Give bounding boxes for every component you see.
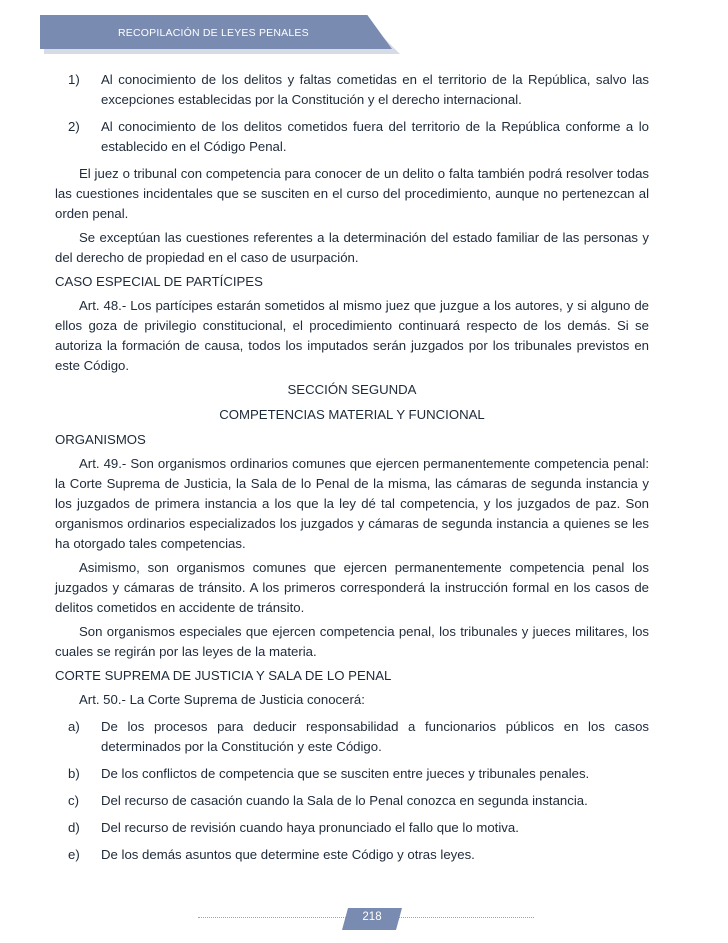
paragraph: Se exceptúan las cuestiones referentes a la determinación del estado familiar de las personas y del derecho de propiedad en el caso de usurpación. (55, 230, 649, 265)
page-number: 218 (362, 911, 382, 923)
item-marker: c) (68, 793, 79, 808)
numbered-item (55, 70, 649, 110)
paragraph: Asimismo, son organismos comunes que ejercen permanentemente competencia penal los juzgados y cámaras de tránsito. A los primeros corresponderá la instrucción formal en los casos de delitos cometidos en accidente de tránsito. (55, 560, 649, 615)
item-marker: e) (68, 847, 80, 862)
item-marker: a) (68, 719, 80, 734)
item-marker: d) (68, 820, 80, 835)
lettered-item (55, 717, 649, 757)
item-text: De los demás asuntos que determine este Código y otras leyes. (101, 847, 475, 862)
item-text: Al conocimiento de los delitos y faltas cometidas en el territorio de la República, salvo las excepciones establecidas por la Constitución y el derecho internacional. (101, 72, 649, 107)
lettered-item (55, 764, 649, 784)
paragraph: Son organismos especiales que ejercen competencia penal, los tribunales y jueces militares, los cuales se regirán por las leyes de la materia. (55, 624, 649, 659)
item-text: Del recurso de casación cuando la Sala de lo Penal conozca en segunda instancia. (101, 793, 588, 808)
paragraph: El juez o tribunal con competencia para conocer de un delito o falta también podrá resolver todas las cuestiones incidentales que se susciten en el curso del procedimiento, aunque no pertenezcan al orden penal. (55, 166, 649, 221)
section-title: SECCIÓN SEGUNDA (287, 382, 417, 397)
section-heading: CASO ESPECIAL DE PARTÍCIPES (55, 274, 263, 289)
lettered-item (55, 818, 649, 838)
article-48: Art. 48.- Los partícipes estarán sometidos al mismo juez que juzgue a los autores, y si alguno de ellos goza de privilegio constitucional, el procedimiento continuará respecto de los demás. Si se autoriza la formación de causa, todos los imputados serán juzgados por los tribunales previstos en este Código. (55, 298, 649, 373)
page-body (55, 70, 649, 872)
item-marker: b) (68, 766, 80, 781)
article-50: Art. 50.- La Corte Suprema de Justicia conocerá: (79, 692, 365, 707)
lettered-item (55, 791, 649, 811)
article-49: Art. 49.- Son organismos ordinarios comunes que ejercen permanentemente competencia penal: la Corte Suprema de Justicia, la Sala de lo Penal de la misma, las cámaras de segunda instancia y los juzgados de primera instancia a los que la ley dé tal competencia, y los juzgados de paz. Son organismos ordinarios especializados los juzgados y cámaras de segunda instancia a quienes se les ha otorgado tales competencias. (55, 456, 649, 551)
section-heading: CORTE SUPREMA DE JUSTICIA Y SALA DE LO PENAL (55, 668, 392, 683)
item-text: Al conocimiento de los delitos cometidos fuera del territorio de la República conforme a lo establecido en el Código Penal. (101, 119, 649, 154)
numbered-item (55, 117, 649, 157)
item-text: Del recurso de revisión cuando haya pronunciado el fallo que lo motiva. (101, 820, 519, 835)
section-subtitle: COMPETENCIAS MATERIAL Y FUNCIONAL (219, 407, 485, 422)
item-text: De los procesos para deducir responsabilidad a funcionarios públicos en los casos determinados por la Constitución y este Código. (101, 719, 649, 754)
running-header-title: RECOPILACIÓN DE LEYES PENALES (118, 27, 309, 39)
item-marker: 2) (68, 119, 80, 134)
item-text: De los conflictos de competencia que se susciten entre jueces y tribunales penales. (101, 766, 590, 781)
section-heading: ORGANISMOS (55, 432, 146, 447)
lettered-item (55, 845, 649, 865)
item-marker: 1) (68, 72, 80, 87)
